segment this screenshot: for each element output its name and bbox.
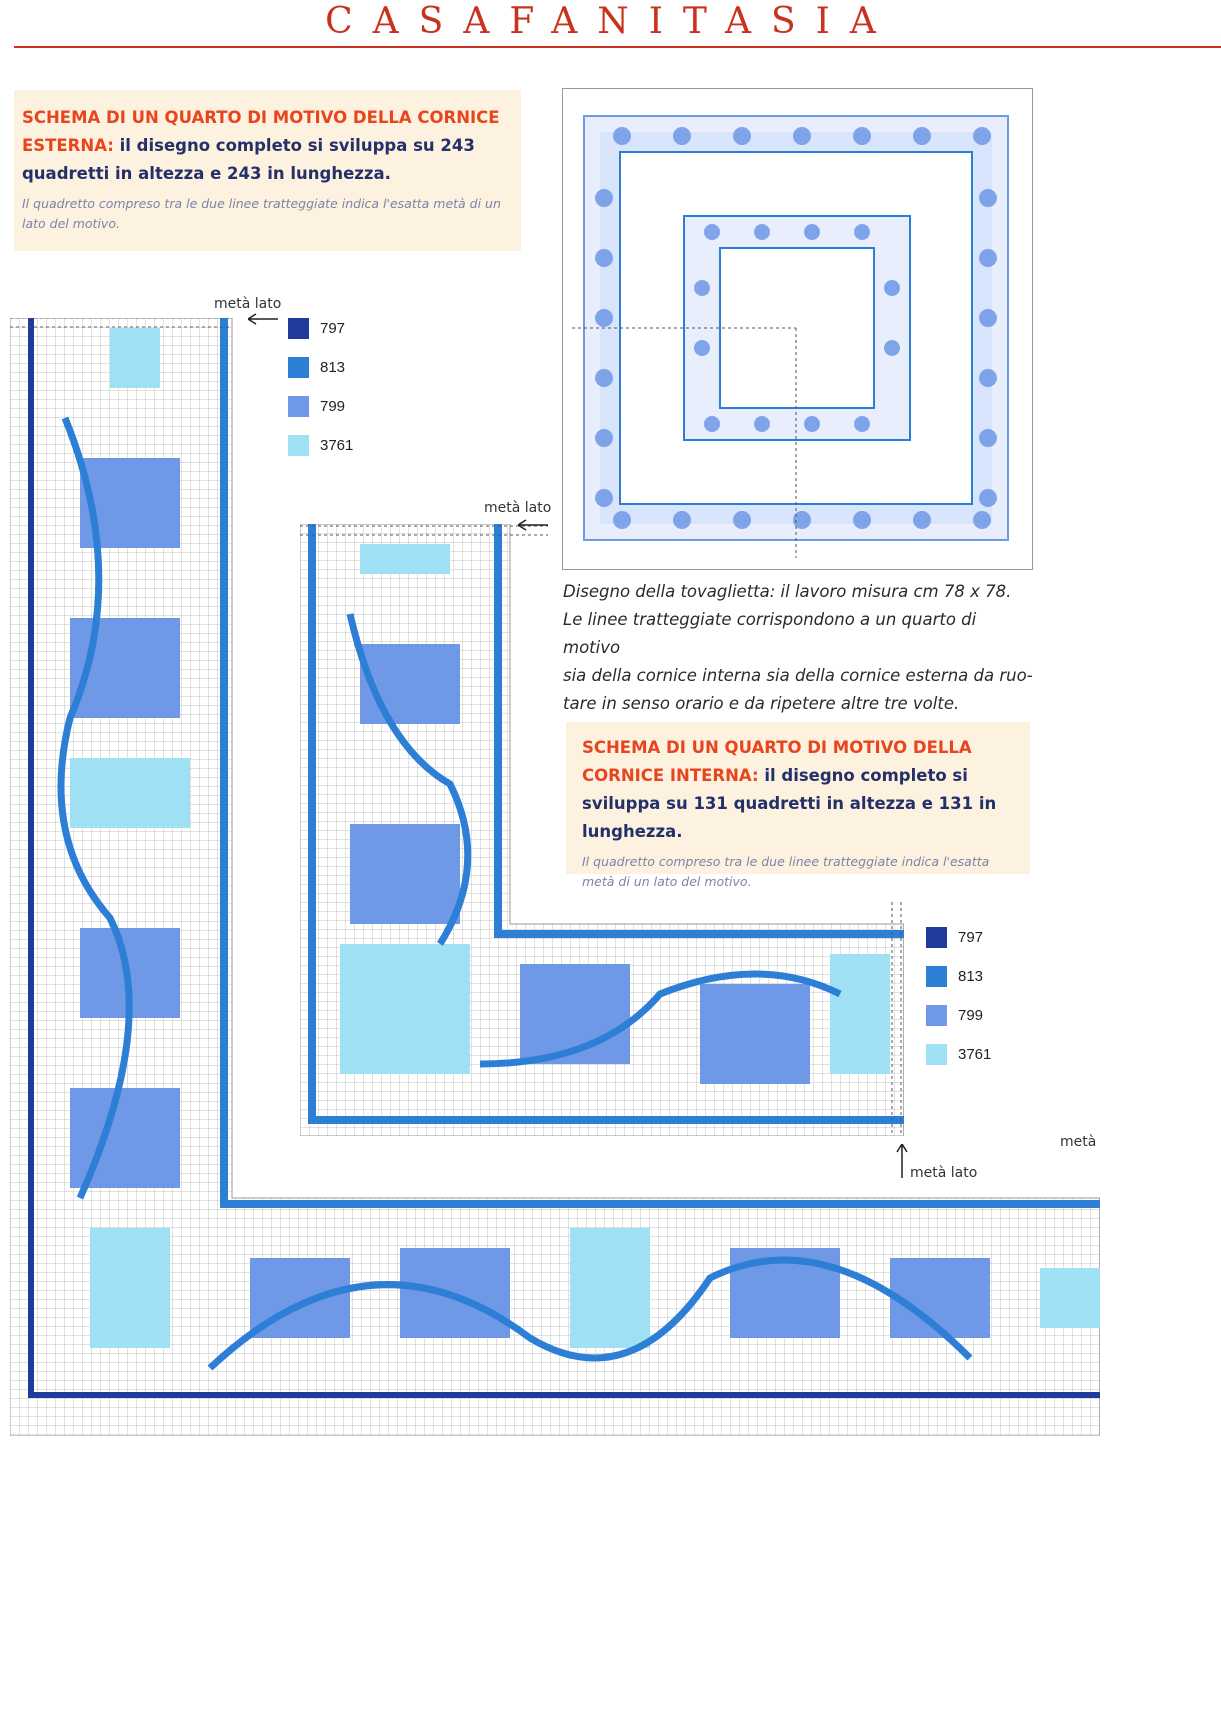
legend-code: 3761	[958, 1046, 992, 1063]
legend-code: 3761	[320, 437, 354, 454]
swatch-797	[288, 318, 309, 339]
swatch-797	[926, 927, 947, 948]
legend-row	[288, 348, 353, 387]
caption-line-4: tare in senso orario e da ripetere altre tre volte.	[563, 694, 960, 713]
arrow-left-icon	[248, 313, 278, 325]
legend-code: 799	[958, 1007, 984, 1024]
inner-frame-heading-highlight: SCHEMA DI UN QUARTO DI MOTIVO DELLA CORNICE INTERNA:	[582, 738, 972, 785]
legend-row	[288, 387, 353, 426]
inner-frame-chart	[300, 524, 904, 1136]
outer-frame-heading-text: il disegno completo si sviluppa su 243 quadretti in altezza e 243 in lunghezza.	[22, 136, 475, 183]
swatch-799	[926, 1005, 947, 1026]
legend-row	[926, 957, 991, 996]
legend-code: 813	[320, 359, 346, 376]
arrow-left-icon	[518, 519, 548, 531]
inner-legend	[926, 918, 991, 1074]
outer-legend	[288, 309, 353, 465]
legend-code: 797	[320, 320, 346, 337]
swatch-3761	[288, 435, 309, 456]
inner-frame-note: Il quadretto compreso tra le due linee tratteggiate indica l'esatta metà di un lato del motivo.	[582, 854, 990, 889]
legend-code: 797	[958, 929, 984, 946]
magazine-header: CASAFANITASIA	[325, 1, 896, 42]
legend-row	[288, 309, 353, 348]
half-side-label-outer: metà lato	[214, 296, 282, 312]
outer-frame-info-box	[14, 90, 521, 251]
legend-row	[288, 426, 353, 465]
outer-frame-heading	[22, 104, 511, 188]
swatch-3761	[926, 1044, 947, 1065]
caption-line-2: Le linee tratteggiate corrispondono a un quarto di motivo	[563, 610, 977, 657]
swatch-813	[288, 357, 309, 378]
swatch-799	[288, 396, 309, 417]
half-side-label-inner-right: metà lato	[910, 1165, 978, 1181]
swatch-813	[926, 966, 947, 987]
legend-row	[926, 918, 991, 957]
legend-code: 799	[320, 398, 346, 415]
outer-frame-heading-highlight: SCHEMA DI UN QUARTO DI MOTIVO DELLA CORNICE ESTERNA:	[22, 108, 500, 155]
half-side-label-edge: metà	[1060, 1134, 1097, 1150]
caption-line-1: Disegno della tovaglietta: il lavoro misura cm 78 x 78.	[563, 582, 1012, 601]
arrow-up-icon	[896, 1144, 908, 1178]
legend-code: 813	[958, 968, 984, 985]
outer-frame-note: Il quadretto compreso tra le due linee tratteggiate indica l'esatta metà di un lato del motivo.	[22, 196, 501, 231]
legend-row	[926, 1035, 991, 1074]
half-side-label-inner-top: metà lato	[484, 500, 552, 516]
header-rule	[14, 46, 1221, 48]
caption-line-3: sia della cornice interna sia della cornice esterna da ruo-	[563, 666, 1033, 685]
legend-row	[926, 996, 991, 1035]
inner-frame-heading-text: il disegno completo si sviluppa su 131 quadretti in altezza e 131 in lunghezza.	[582, 766, 997, 841]
